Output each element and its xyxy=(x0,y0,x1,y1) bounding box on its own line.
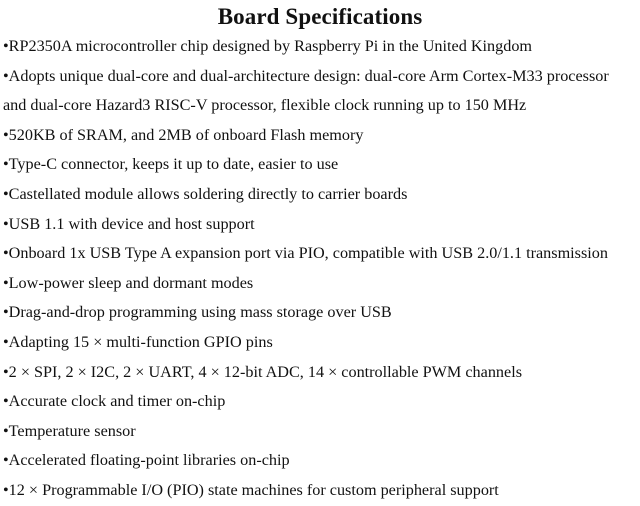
spec-item-usb: • USB 1.1 with device and host support xyxy=(3,210,640,240)
spec-item-usb-type-a: • Onboard 1x USB Type A expansion port via PIO, compatible with USB 2.0/1.1 transmission xyxy=(3,239,640,269)
spec-item-floating-point: • Accelerated floating-point libraries on-chip xyxy=(3,446,640,476)
spec-item-peripherals: • 2 × SPI, 2 × I2C, 2 × UART, 4 × 12-bit ADC, 14 × controllable PWM channels xyxy=(3,358,640,388)
spec-item-chip: • RP2350A microcontroller chip designed by Raspberry Pi in the United Kingdom xyxy=(3,32,640,62)
spec-item-castellated: • Castellated module allows soldering directly to carrier boards xyxy=(3,180,640,210)
spec-item-architecture: • Adopts unique dual-core and dual-architecture design: dual-core Arm Cortex-M33 processor xyxy=(3,62,640,92)
spec-item-memory: • 520KB of SRAM, and 2MB of onboard Flash memory xyxy=(3,121,640,151)
spec-item-clock: • Accurate clock and timer on-chip xyxy=(3,387,640,417)
spec-item-temperature: • Temperature sensor xyxy=(3,417,640,447)
spec-item-pio: • 12 × Programmable I/O (PIO) state machines for custom peripheral support xyxy=(3,476,640,506)
spec-item-low-power: • Low-power sleep and dormant modes xyxy=(3,269,640,299)
spec-item-type-c: • Type-C connector, keeps it up to date, easier to use xyxy=(3,150,640,180)
spec-item-drag-drop: • Drag-and-drop programming using mass storage over USB xyxy=(3,298,640,328)
spec-item-architecture-continued: and dual-core Hazard3 RISC-V processor, flexible clock running up to 150 MHz xyxy=(3,96,527,115)
page-title: Board Specifications xyxy=(217,4,423,29)
spec-list xyxy=(0,32,640,506)
spec-item-gpio: • Adapting 15 × multi-function GPIO pins xyxy=(3,328,640,358)
